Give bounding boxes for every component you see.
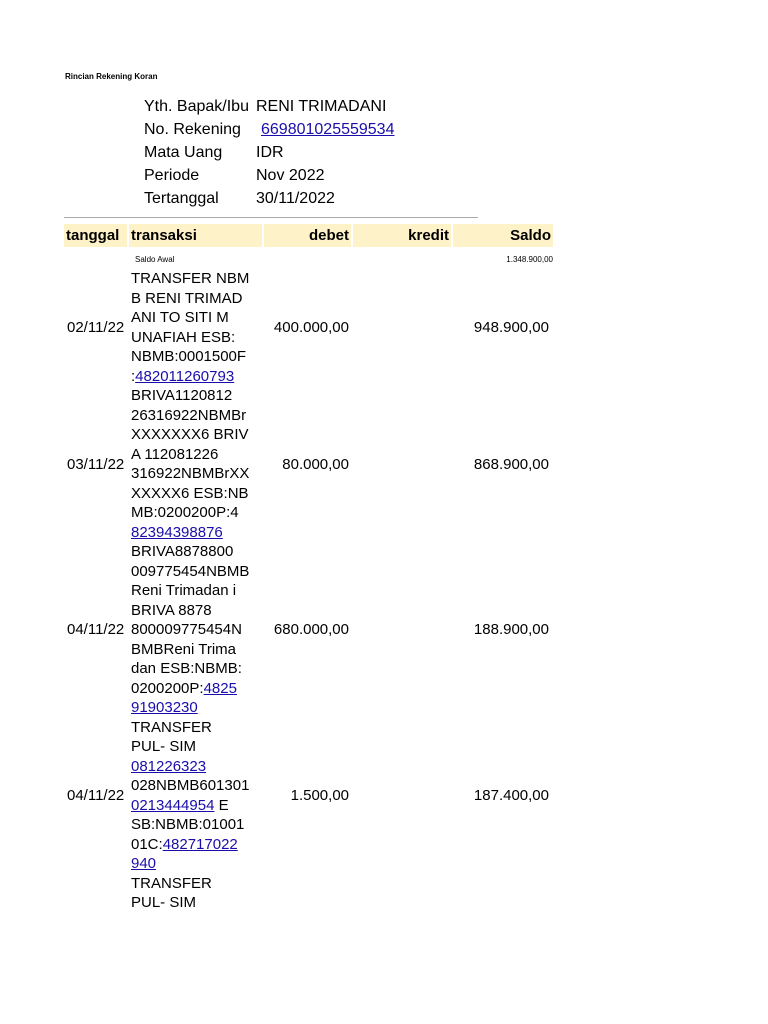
- currency-value: IDR: [256, 144, 284, 161]
- desc-line: NBMB:0001500F: [131, 348, 247, 365]
- table-row: [64, 542, 557, 718]
- desc-line: BRIVA8878800: [131, 543, 234, 560]
- table-row: [64, 718, 557, 874]
- date-value: 30/11/2022: [256, 190, 335, 207]
- phone-link[interactable]: 081226323: [131, 757, 207, 775]
- desc-line: 316922NBMBrXX: [131, 465, 250, 482]
- desc-text: 01C:: [131, 835, 163, 853]
- col-header-debet: debet: [264, 224, 351, 247]
- account-label: No. Rekening: [144, 121, 241, 138]
- desc-line: ANI TO SITI M: [131, 309, 229, 326]
- desc-line: XXXXX6 ESB:NB: [131, 484, 249, 502]
- desc-line: 028NBMB601301: [131, 777, 250, 794]
- customer-name: RENI TRIMADANI: [256, 98, 387, 115]
- table-header: [64, 224, 557, 247]
- currency-row: [144, 141, 394, 164]
- period-label: Periode: [144, 167, 200, 184]
- desc-line: A 112081226: [131, 445, 219, 463]
- account-row: [144, 118, 394, 141]
- desc-line: dan ESB:NBMB:: [131, 660, 242, 677]
- period-row: [144, 164, 394, 187]
- reference-link-cont[interactable]: 940: [131, 855, 157, 872]
- row-description: [129, 269, 262, 386]
- table-row: [64, 269, 557, 386]
- desc-line: UNAFIAH ESB:: [131, 328, 236, 346]
- desc-line: TRANSFER: [131, 874, 212, 892]
- desc-line: BMBReni Trima: [131, 640, 237, 658]
- transactions-table: [64, 224, 557, 913]
- desc-text: 0200200P:: [131, 679, 204, 697]
- col-header-saldo: Saldo: [453, 224, 553, 247]
- reference-link[interactable]: 482011260793: [135, 367, 235, 385]
- row-date: 04/11/22: [67, 787, 125, 804]
- reference-link-cont[interactable]: 91903230: [131, 699, 198, 716]
- reference-link[interactable]: 4825: [203, 679, 237, 697]
- row-debet: 80.000,00: [282, 455, 349, 473]
- currency-label: Mata Uang: [144, 144, 223, 161]
- document-title: Rincian Rekening Koran: [65, 72, 158, 81]
- period-value: Nov 2022: [256, 167, 325, 184]
- table-row: [64, 386, 557, 542]
- row-description: [129, 386, 262, 542]
- desc-text: E: [214, 796, 229, 814]
- row-saldo: 948.900,00: [473, 319, 549, 336]
- header-divider: [64, 217, 478, 218]
- row-saldo: 187.400,00: [473, 787, 549, 804]
- desc-line: BRIVA1120812: [131, 387, 233, 404]
- row-saldo: 868.900,00: [473, 455, 549, 473]
- col-header-kredit: kredit: [353, 224, 451, 247]
- row-saldo: 188.900,00: [473, 621, 549, 639]
- desc-line: B RENI TRIMAD: [131, 289, 243, 307]
- row-debet: 1.500,00: [290, 787, 349, 804]
- opening-balance-value: 1.348.900,00: [506, 255, 553, 264]
- customer-row: [144, 95, 394, 118]
- col-header-tanggal: tanggal: [64, 224, 127, 247]
- desc-line: TRANSFER: [131, 718, 212, 736]
- desc-line: XXXXXXX6 BRIV: [131, 426, 249, 443]
- desc-text: :: [131, 367, 136, 385]
- desc-line: Reni Trimadan i: [131, 582, 237, 599]
- desc-line: PUL- SIM: [131, 738, 197, 755]
- row-description: [129, 874, 262, 913]
- opening-balance-label: Saldo Awal: [135, 255, 175, 264]
- greeting-label: Yth. Bapak/Ibu: [144, 98, 249, 115]
- date-row: [144, 187, 394, 210]
- desc-line: 800009775454N: [131, 621, 242, 638]
- desc-line: 26316922NBMBr: [131, 406, 247, 424]
- account-header: [144, 95, 394, 210]
- row-date: 04/11/22: [67, 621, 125, 639]
- desc-line: PUL- SIM: [131, 894, 197, 911]
- reference-link[interactable]: 82394398876: [131, 523, 223, 541]
- row-debet: 400.000,00: [273, 319, 349, 336]
- col-header-transaksi: transaksi: [129, 224, 262, 247]
- desc-line: BRIVA 8878: [131, 601, 212, 619]
- phone-link[interactable]: 0213444954: [131, 796, 215, 814]
- row-date: 03/11/22: [67, 455, 125, 473]
- opening-balance-row: [64, 247, 557, 269]
- account-number-link[interactable]: 669801025559534: [261, 121, 395, 138]
- row-description: [129, 718, 262, 874]
- table-row: [64, 874, 557, 913]
- desc-line: 009775454NBMB: [131, 562, 250, 580]
- date-label: Tertanggal: [144, 190, 219, 207]
- row-description: [129, 542, 262, 718]
- reference-link[interactable]: 482717022: [162, 835, 238, 853]
- desc-line: MB:0200200P:4: [131, 504, 239, 521]
- row-date: 02/11/22: [67, 319, 125, 336]
- desc-line: TRANSFER NBM: [131, 270, 250, 287]
- desc-line: SB:NBMB:01001: [131, 816, 245, 833]
- row-debet: 680.000,00: [273, 621, 349, 639]
